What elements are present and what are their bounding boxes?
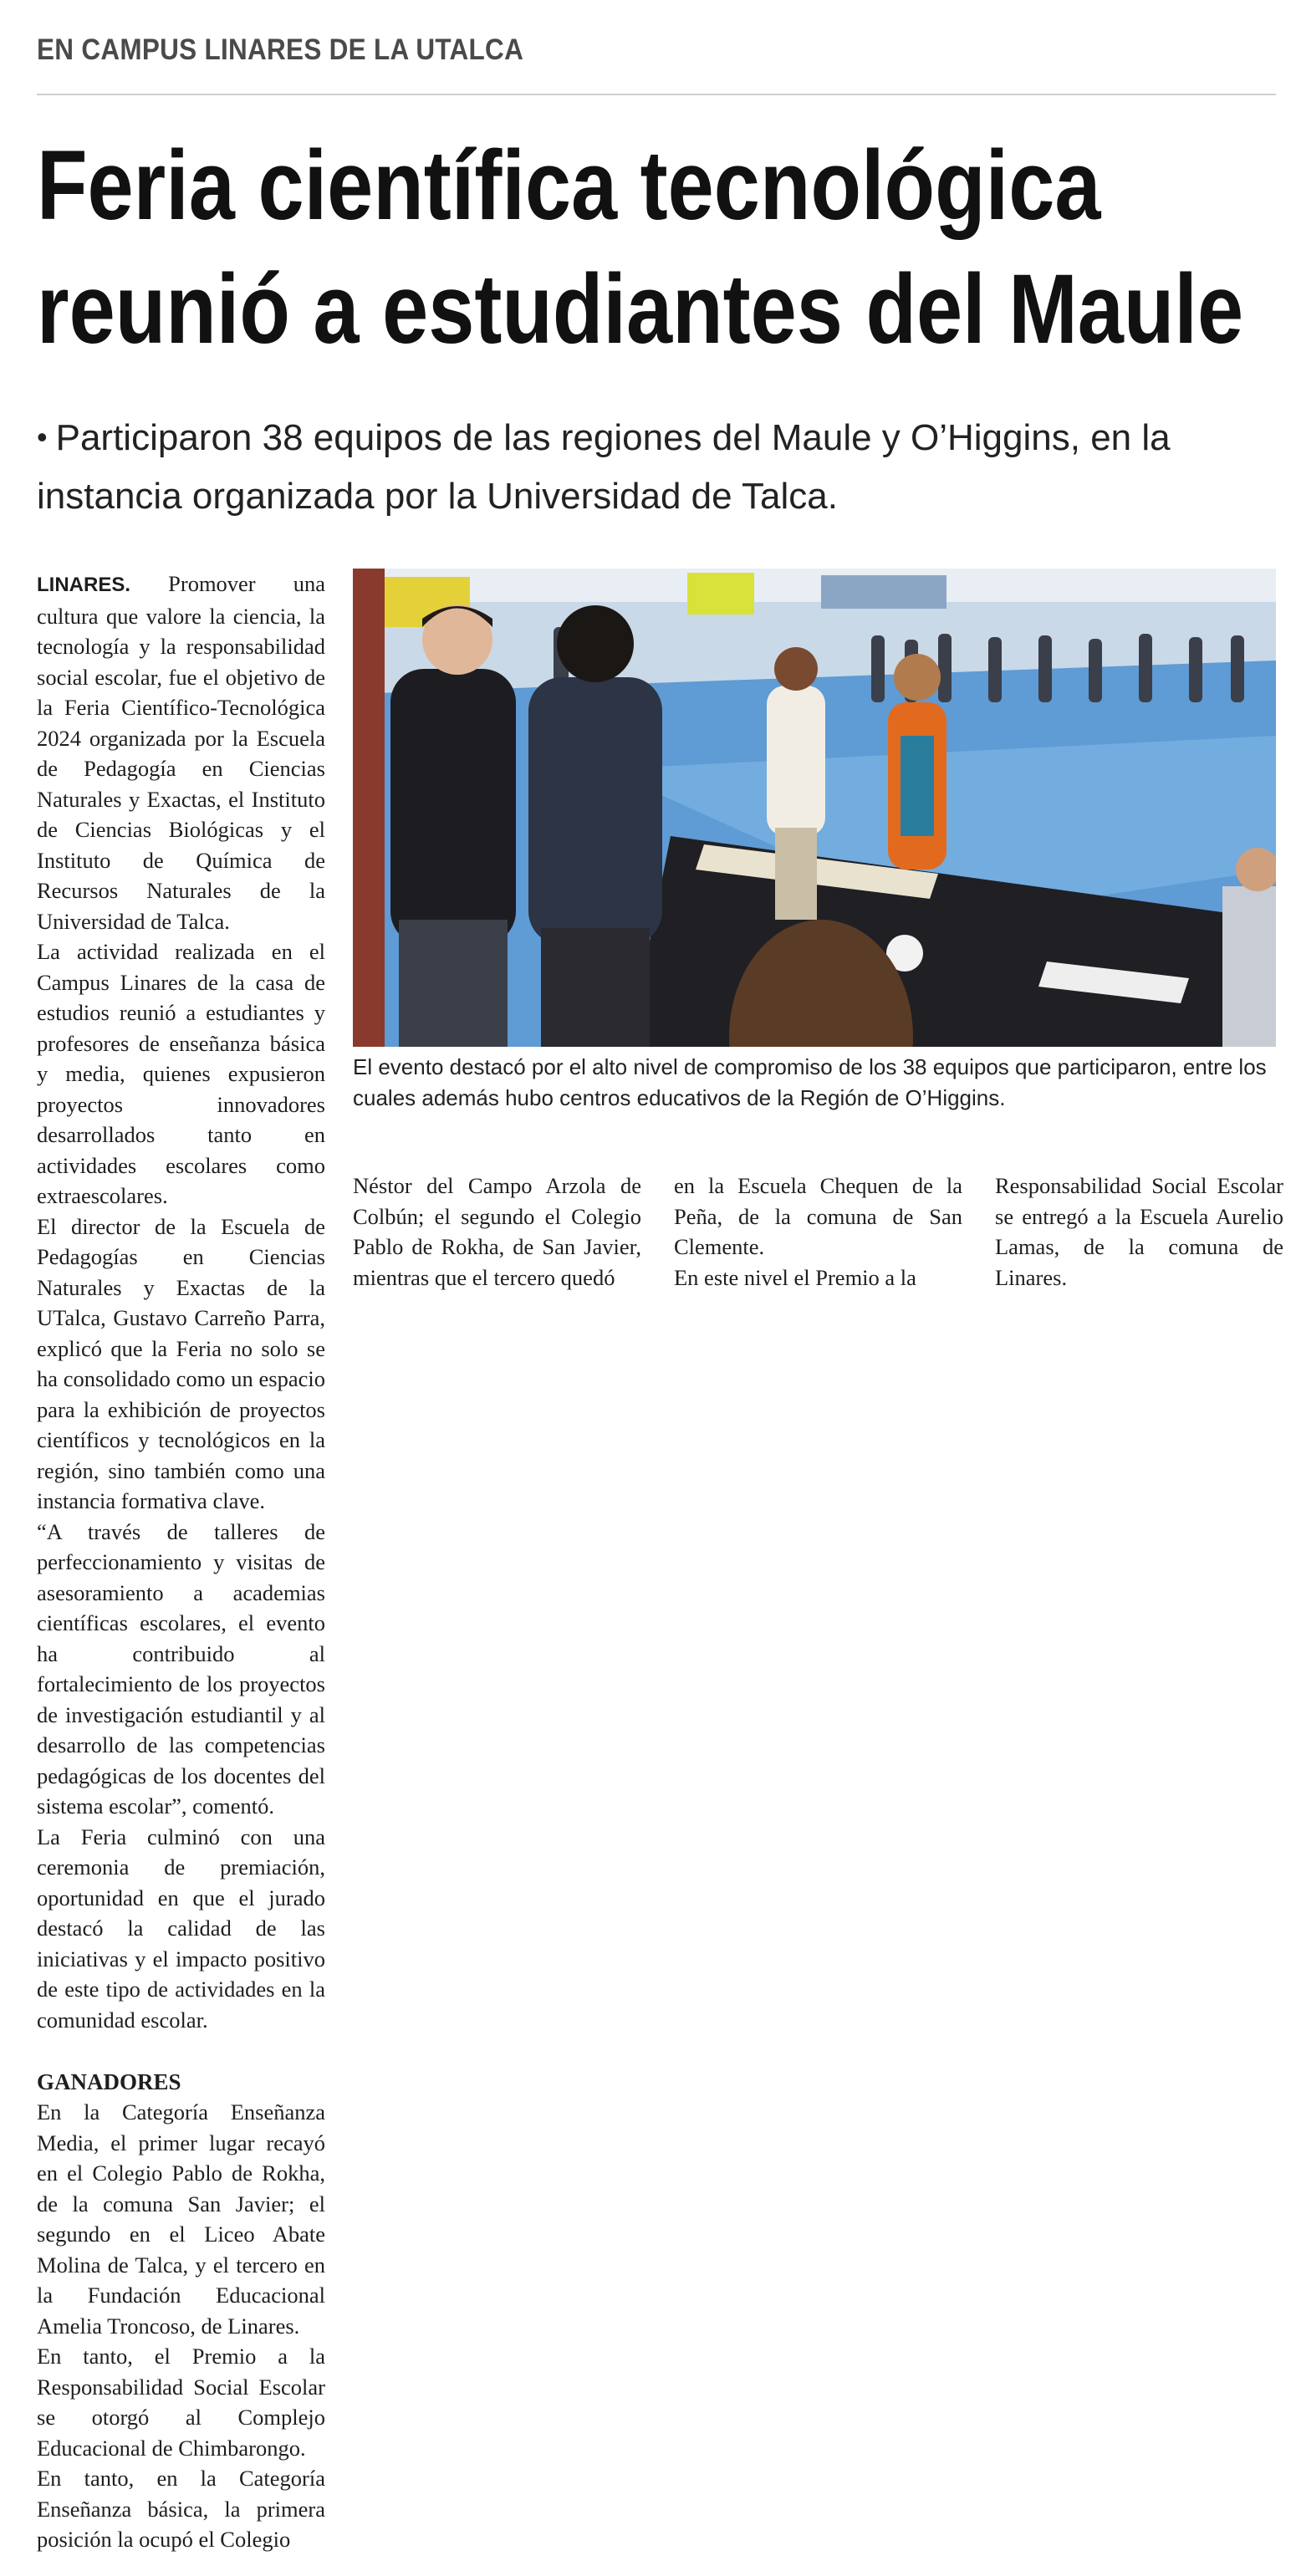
section-gap bbox=[37, 2035, 325, 2067]
article-column-bottom-3 bbox=[995, 1171, 1283, 1293]
paragraph-6: En la Categoría Enseñanza Media, el primer lugar recayó en el Colegio Pablo de Rokha, de la comuna San Javier; el segundo en el Liceo Abate Molina de Talca, y el tercero en la Fundación Educacional Amelia Troncoso, de Linares. bbox=[37, 2099, 325, 2339]
paragraph-b2a: en la Escuela Chequen de la Peña, de la comuna de San Clemente. bbox=[674, 1173, 962, 1259]
article-column-bottom-1 bbox=[353, 1171, 641, 1293]
section-kicker: EN CAMPUS LINARES DE LA UTALCA bbox=[37, 33, 524, 66]
paragraph-5: La Feria culminó con una ceremonia de premiación, oportunidad en que el jurado destacó la calidad de las iniciativas y el impacto positivo de este tipo de actividades en la comunidad escolar. bbox=[37, 1824, 325, 2033]
photo-illustration bbox=[353, 569, 1276, 1047]
paragraph-4: “A través de talleres de perfeccionamiento y visitas de asesoramiento a academias científicas escolares, el evento ha contribuido al fortalecimiento de los proyectos de investigación estudiantil y al desarrollo de las competencias pedagógicas de los docentes del sistema escolar”, comentó. bbox=[37, 1518, 325, 1819]
paragraph-3: El director de la Escuela de Pedagogías en Ciencias Naturales y Exactas de la UTalca, Gustavo Carreño Parra, explicó que la Feria no solo se ha consolidado como un espacio para la exhibición de proyectos científicos y tecnológicos en la región, sino también como una instancia formativa clave. bbox=[37, 1213, 325, 1513]
paragraph-1 bbox=[37, 569, 325, 936]
subhead-ganadores: GANADORES bbox=[37, 2069, 181, 2094]
headline-line-2: reunió a estudiantes del Maule bbox=[37, 254, 1244, 365]
kicker-divider bbox=[37, 94, 1276, 95]
paragraph-7: En tanto, el Premio a la Responsabilidad Social Escolar se otorgó al Complejo Educacional de Chimbarongo. bbox=[37, 2344, 325, 2461]
bullet-icon: • bbox=[37, 420, 48, 454]
paragraph-b2b: En este nivel el Premio a la bbox=[674, 1264, 916, 1290]
paragraph-b3: Responsabilidad Social Escolar se entregó a la Escuela Aurelio Lamas, de la comuna de Linares. bbox=[995, 1173, 1283, 1290]
article-column-bottom-2 bbox=[674, 1171, 962, 1293]
photo-caption: El evento destacó por el alto nivel de compromiso de los 38 equipos que participaron, entre los cuales además hubo centros educativos de la Región de O’Higgins. bbox=[353, 1054, 1267, 1110]
paragraph-2: La actividad realizada en el Campus Linares de la casa de estudios reunió a estudiantes y profesores de enseñanza básica y media, quienes expusieron proyectos innovadores desarrollados tanto en actividades escolares como extraescolares. bbox=[37, 939, 325, 1208]
article-photo bbox=[353, 569, 1276, 1047]
dateline: LINARES. bbox=[37, 574, 131, 596]
lead-summary bbox=[37, 408, 1274, 526]
headline bbox=[37, 124, 1244, 371]
paragraph-b1: Néstor del Campo Arzola de Colbún; el segundo el Colegio Pablo de Rokha, de San Javier, mientras que el tercero quedó bbox=[353, 1173, 641, 1290]
headline-line-1: Feria científica tecnológica bbox=[37, 130, 1101, 241]
paragraph-1-text: Promover una cultura que valore la ciencia, la tecnología y la responsabilidad social escolar, fue el objetivo de la Feria Científico-Tecnológica 2024 organizada por la Escuela de Pedagogía en Ciencias Naturales y Exactas, el Instituto de Ciencias Biológicas y el Instituto de Química de Recursos Naturales de la Universidad de Talca. bbox=[37, 571, 326, 934]
paragraph-8: En tanto, en la Categoría Enseñanza básica, la primera posición la ocupó el Colegio bbox=[37, 2466, 325, 2552]
article-column-left bbox=[37, 569, 325, 2555]
lead-text: Participaron 38 equipos de las regiones del Maule y O’Higgins, en la instancia organizada por la Universidad de Talca. bbox=[37, 417, 1171, 517]
